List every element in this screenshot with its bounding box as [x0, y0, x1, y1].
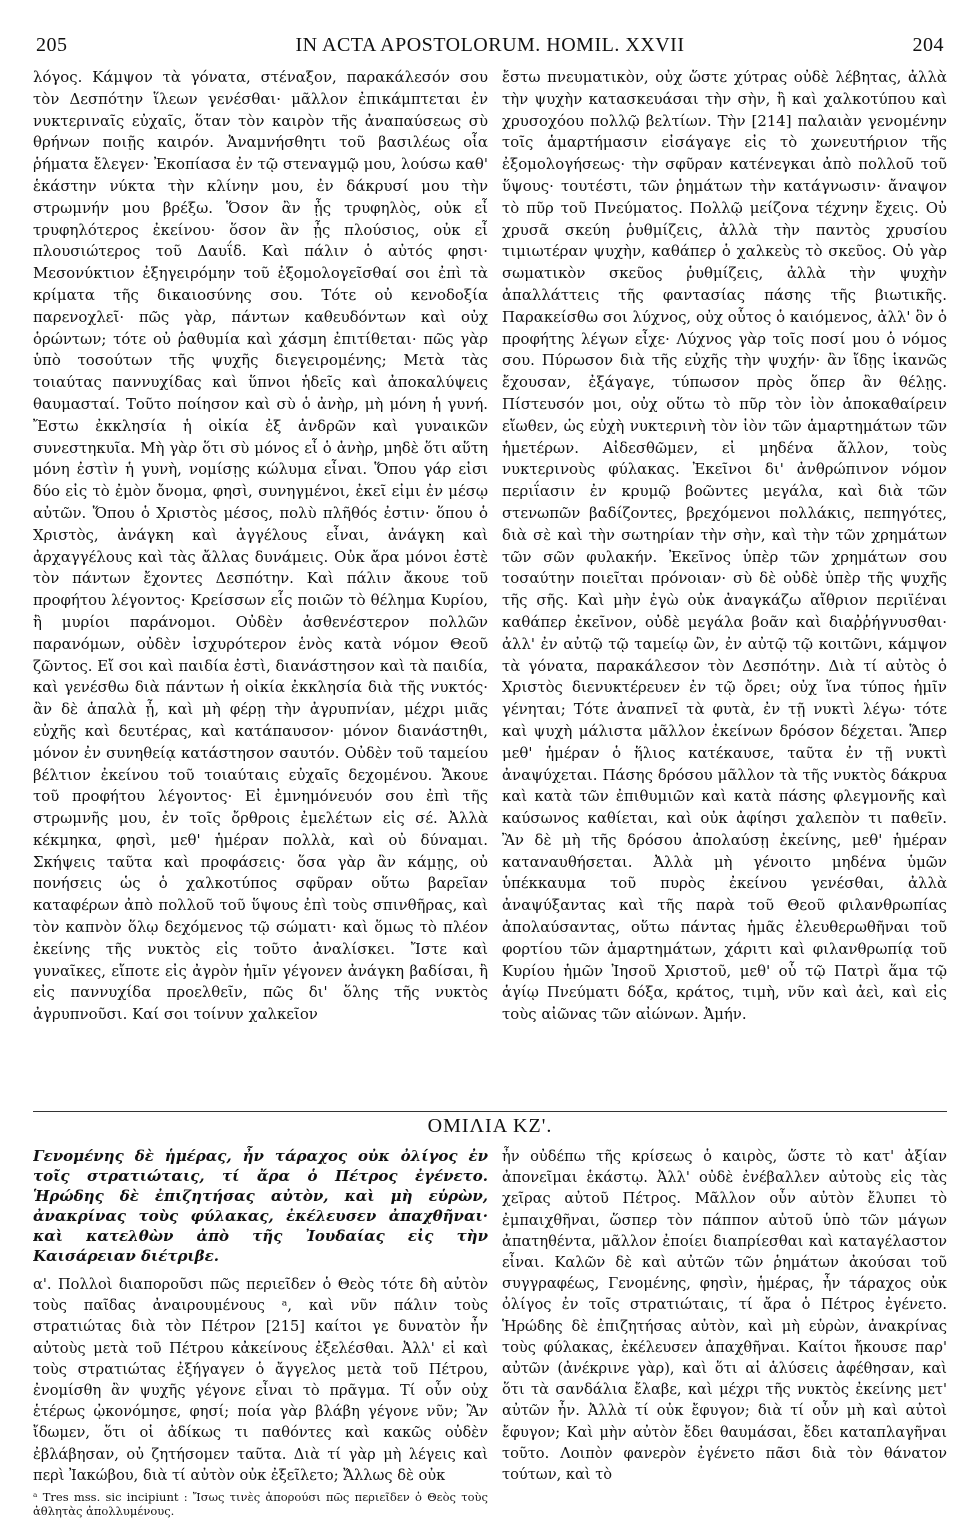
homily-right-column: [502, 1146, 947, 1526]
homily-right-text: ἦν οὐδέπω τῆς κρίσεως ὁ καιρὸς, ὥστε τὸ κατ' ἀξίαν ἀπονεῖμαι ἑκάστῳ. Ἀλλ' οὐδὲ ἐνέβαλλεν αὐτοὺς εἰς τὰς χεῖρας αὐτοῦ Πέτρος. Μᾶλλον οὖν αὐτὸν ἔλυπει τὸ ἐμπαιχθῆναι, ὥσπερ τὸν πάππον αὐτοῦ ὑπὸ τῶν μάγων ἀπατηθέντα, μᾶλλον ἐποίει διαπρίεσθαι καὶ καταγέλαστον εἶναι. Καλῶν δὲ καὶ αὐτῶν τῶν ῥημάτων ἀκούσαι τοῦ συγγραφέως, Γενομένης, φησὶν, ἡμέρας, ἦν τάραχος οὐκ ὀλίγος ἐν τοῖς στρατιώταις, τί ἄρα ὁ Πέτρος ἐγένετο. Ἡρώδης δὲ ἐπιζητήσας αὐτὸν, καὶ μὴ εὑρὼν, ἀνακρίνας τοὺς φύλακας, ἐκέλευσεν ἀπαχθῆναι. Καίτοι ἤκουσε παρ' αὐτῶν (ἀνέκρινε γὰρ), καὶ ὅτι αἱ ἁλύσεις ἀφέθησαν, καὶ ὅτι τὰ σανδάλια ἔλαβε, καὶ μέχρι τῆς νυκτὸς ἐκείνης μετ' αὐτῶν ἦν. Ἀλλὰ τί οὐκ ἔφυγον; διὰ τί οὖν μὴ καὶ αὐτοὶ ἔφυγον; Καὶ μὴν αὐτὸν ἔδει θαυμάσαι, ἔδει καταπλαγῆναι τοῦτο. Λοιπὸν φανερὸν ἐγένετο πᾶσι διὰ τὸν θάνατον τούτων, καὶ τὸ: [502, 1148, 947, 1484]
homily-title: ΟΜΙΛΙΑ ΚΖ'.: [427, 1115, 553, 1137]
homily-argument: Γενομένης δὲ ἡμέρας, ἦν τάραχος οὐκ ὀλίγος ἐν τοῖς στρατιώταις, τί ἄρα ὁ Πέτρος ἐγένετο. Ἡρώδης δὲ ἐπιζητήσας αὐτὸν, καὶ μὴ εὑρὼν, ἀνακρίνας τοὺς φύλακας, ἐκέλευσεν ἀπαχθῆναι· καὶ κατελθὼν ἀπὸ τῆς Ἰουδαίας εἰς τὴν Καισάρειαν διέτριβε.: [33, 1147, 488, 1265]
left-column-text: λόγος. Κάμψον τὰ γόνατα, στέναξον, παρακάλεσόν σου τὸν Δεσπότην ἵλεων γενέσθαι· μᾶλλον ἐπικάμπτεται ἐν νυκτεριναῖς εὐχαῖς, ὅταν τὸν καιρὸν τῆς ἀναπαύσεως σὺ θρήνων ποιῇς καιρόν. Ἀναμνήσθητι τοῦ βασιλέως οἷα ῥήματα ἔλεγεν· Ἐκοπίασα ἐν τῷ στεναγμῷ μου, λούσω καθ' ἑκάστην νύκτα τὴν κλίνην μου, ἐν δάκρυσί μου τὴν στρωμνήν μου βρέξω. Ὅσον ἂν ᾖς τρυφηλὸς, οὐκ εἶ τρυφηλότερος ἐκείνου· ὅσον ἂν ᾖς πλούσιος, οὐκ εἶ πλουσιώτερος τοῦ Δαυΐδ. Καὶ πάλιν ὁ αὐτός φησι· Μεσονύκτιον ἐξηγειρόμην τοῦ ἐξομολογεῖσθαί σοι ἐπὶ τὰ κρίματα τῆς δικαιοσύνης σου. Τότε οὐ κενοδοξία παρενοχλεῖ· πῶς γὰρ, πάντων καθευδόντων καὶ οὐχ ὁρώντων; τότε οὐ ῥαθυμία καὶ χάσμη ἐπιτίθεται· πῶς γὰρ ὑπὸ τοσούτων τῆς ψυχῆς διεγειρομένης; Μετὰ τὰς τοιαύτας παννυχίδας καὶ ὕπνοι ἡδεῖς καὶ ἀποκαλύψεις θαυμασταί. Τοῦτο ποίησον καὶ σὺ ὁ ἀνὴρ, μὴ μόνη ἡ γυνή. Ἔστω ἐκκλησία ἡ οἰκία ἐξ ἀνδρῶν καὶ γυναικῶν συνεστηκυῖα. Μὴ γὰρ ὅτι σὺ μόνος εἶ ὁ ἀνὴρ, μηδὲ ὅτι αὕτη μόνη ἐστὶν ἡ γυνὴ, νομίσῃς κώλυμα εἶναι. Ὅπου γάρ εἰσι δύο εἰς τὸ ἐμὸν ὄνομα, φησὶ, συνηγμένοι, ἐκεῖ εἰμι ἐν μέσῳ αὐτῶν. Ὅπου ὁ Χριστὸς μέσος, πολὺ πλῆθός ἐστιν· ὅπου ὁ Χριστὸς, ἀνάγκη καὶ ἀγγέλους εἶναι, ἀνάγκη καὶ ἀρχαγγέλους καὶ τὰς ἄλλας δυνάμεις. Οὐκ ἄρα μόνοι ἐστὲ τὸν πάντων ἔχοντες Δεσπότην. Καὶ πάλιν ἄκουε τοῦ προφήτου λέγοντος· Κρείσσων εἷς ποιῶν τὸ θέλημα Κυρίου, ἢ μυρίοι παράνομοι. Οὐδὲν ἀσθενέστερον πολλῶν παρανόμων, οὐδὲν ἰσχυρότερον ἑνὸς κατὰ νόμον Θεοῦ ζῶντος. Εἴ σοι καὶ παιδία ἐστὶ, διανάστησον καὶ τὰ παιδία, καὶ γενέσθω διὰ πάντων ἡ οἰκία ἐκκλησία διὰ τῆς νυκτός· ἂν δὲ ἁπαλὰ ᾖ, καὶ μὴ φέρῃ τὴν ἀγρυπνίαν, μέχρι μιᾶς εὐχῆς καὶ δευτέρας, καὶ κατάπαυσον· μόνον διανάστηθι, μόνον ἐν συνηθείᾳ κατάστησον σαυτόν. Οὐδὲν τοῦ ταμείου βέλτιον ἐκείνου τοῦ τοιαύταις εὐχαῖς δεχομένου. Ἄκουε τοῦ προφήτου λέγοντος· Εἰ ἐμνημόνευόν σου ἐπὶ τῆς στρωμνῆς μου, ἐν τοῖς ὄρθροις ἐμελέτων εἰς σέ. Ἀλλὰ κέκμηκα, φησὶ, μεθ' ἡμέραν πολλὰ, καὶ οὐ δύναμαι. Σκήψεις ταῦτα καὶ προφάσεις· ὅσα γὰρ ἂν κάμῃς, οὐ πονήσεις ὡς ὁ χαλκοτύπος σφῦραν οὕτω βαρεῖαν καταφέρων ἀπὸ πολλοῦ τοῦ ὕψους ἐπὶ τοὺς σπινθῆρας, καὶ τὸν καπνὸν ὅλῳ δεχόμενος τῷ σώματι· καὶ ὅμως τὸ πλέον ἐκείνης τῆς νυκτὸς εἰς τοῦτο ἀναλίσκει. Ἴστε καὶ γυναῖκες, εἴποτε εἰς ἀγρὸν ἡμῖν γέγονεν ἀνάγκη βαδίσαι, ἢ εἰς παννυχίδα προελθεῖν, πῶς δι' ὅλης τῆς νυκτὸς ἀγρυπνοῦσι. Καί σοι τοίνυν χαλκεῖον: [33, 68, 488, 1024]
page-number-left: 205: [36, 34, 68, 56]
running-title: IN ACTA APOSTOLORUM. HOMIL. XXVII: [295, 34, 685, 56]
footnote: ᵃ Tres mss. sic incipiunt : Ἴσως τινὲς ἀπορούσι πῶς περιεῖδεν ὁ Θεὸς τοὺς ἀθλητὰς ἀπολλυμένους.: [33, 1490, 488, 1519]
running-head: [36, 34, 944, 60]
left-column: [33, 67, 488, 1107]
section-divider: [33, 1111, 947, 1112]
homily-left-text: α'. Πολλοὶ διαποροῦσι πῶς περιεῖδεν ὁ Θεὸς τότε δὴ αὐτὸν τοὺς παῖδας ἀναιρουμένους ᵃ, καὶ νῦν πάλιν τοὺς στρατιώτας διὰ τὸν Πέτρον [215] καίτοι γε δυνατὸν ἦν αὐτοὺς μετὰ τοῦ Πέτρου κἀκείνους ἐξελέσθαι. Ἀλλ' εἰ καὶ τοὺς στρατιώτας ἐξήγαγεν ὁ ἄγγελος μετὰ τοῦ Πέτρου, ἐνομίσθη ἂν ψυχῆς γέγονε εἶναι τὸ πρᾶγμα. Τί οὖν οὐχ ἑτέρως ᾠκονόμησε, φησί; ποία γὰρ βλάβη γέγονε νῦν; Ἂν ἴδωμεν, ὅτι οἱ ἀδίκως τι παθόντες καὶ κακῶς οὐδὲν ἐβλάβησαν, οὐ ζητήσομεν ταῦτα. Διὰ τί γὰρ μὴ λέγεις καὶ περὶ Ἰακώβου, διὰ τί αὐτὸν οὐκ ἐξεῖλετο; Ἄλλως δὲ οὐκ: [33, 1276, 488, 1484]
right-column-text: ἔστω πνευματικὸν, οὐχ ὥστε χύτρας οὐδὲ λέβητας, ἀλλὰ τὴν ψυχὴν κατασκευάσαι τὴν σὴν, ἢ καὶ χαλκοτύπου καὶ χρυσοχόου πολλῷ βελτίων. Τὴν [214] παλαιὰν γενομένην τοῖς ἁμαρτήμασιν εἰσάγαγε εἰς τὸ χωνευτήριον τῆς ἐξομολογήσεως· τὴν σφῦραν κατένεγκαι ἀπὸ πολλοῦ τοῦ ὕψους· τουτέστι, τῶν ῥημάτων τὴν κατάγνωσιν· ἄναψον τὸ πῦρ τοῦ Πνεύματος. Πολλῷ μείζονα τέχνην ἔχεις. Οὐ χρυσᾶ σκεύη ῥυθμίζεις, ἀλλὰ τὴν παντὸς χρυσίου τιμιωτέραν ψυχὴν, καθάπερ ὁ χαλκεὺς τὸ σκεῦος. Οὐ γὰρ σωματικὸν σκεῦος ῥυθμίζεις, ἀλλὰ τὴν ψυχὴν ἀπαλλάττεις τῆς φαντασίας πάσης τῆς βιωτικῆς. Παρακείσθω σοι λύχνος, οὐχ οὗτος ὁ καιόμενος, ἀλλ' ὃν ὁ προφήτης λέγων εἶχε· Λύχνος γὰρ τοῖς ποσί μου ὁ νόμος σου. Πύρωσον διὰ τῆς εὐχῆς τὴν ψυχήν· ἂν ἴδῃς ἱκανῶς ἔχουσαν, ἐξάγαγε, τύπωσον πρὸς ὅπερ ἂν θέλῃς. Πίστευσόν μοι, οὐχ οὕτω τὸ πῦρ τὸν ἰὸν ἀποκαθαίρειν εἴωθεν, ὡς εὐχὴ νυκτερινὴ τὸν ἰὸν τῶν ἁμαρτημάτων τῶν ἡμετέρων. Αἰδεσθῶμεν, εἰ μηδένα ἄλλον, τοὺς νυκτερινοὺς φύλακας. Ἐκεῖνοι δι' ἀνθρώπινον νόμον περιΐασιν ἐν κρυμῷ βοῶντες μεγάλα, καὶ διὰ τῶν στενωπῶν βαδίζοντες, βρεχόμενοι πολλάκις, πεπηγότες, διὰ σὲ καὶ τὴν σωτηρίαν τὴν σὴν, καὶ τὴν τῶν χρημάτων τῶν σῶν φυλακήν. Ἐκεῖνος ὑπὲρ τῶν χρημάτων σου τοσαύτην ποιεῖται πρόνοιαν· σὺ δὲ οὐδὲ ὑπὲρ τῆς ψυχῆς τῆς σῆς. Καὶ μὴν ἐγὼ οὐκ ἀναγκάζω αἴθριον περιϊέναι καθάπερ ἐκεῖνον, οὐδὲ μεγάλα βοᾶν καὶ διαῤῥήγνυσθαι· ἀλλ' ἐν αὐτῷ τῷ ταμείῳ ὢν, ἐν αὐτῷ τῷ κοιτῶνι, κάμψον τὰ γόνατα, παρακάλεσον τὸν Δεσπότην. Διὰ τί αὐτὸς ὁ Χριστὸς διενυκτέρευεν ἐν τῷ ὄρει; οὐχ ἵνα τύπος ἡμῖν γένηται; Τότε ἀναπνεῖ τὰ φυτὰ, ἐν τῇ νυκτὶ λέγω· τότε καὶ ψυχὴ μάλιστα μᾶλλον ἐκείνων δρόσον δέχεται. Ἅπερ μεθ' ἡμέραν ὁ ἥλιος κατέκαυσε, ταῦτα ἐν τῇ νυκτὶ ἀναψύχεται. Πάσης δρόσου μᾶλλον τὰ τῆς νυκτὸς δάκρυα καὶ κατὰ τῶν ἐπιθυμιῶν καὶ κατὰ πάσης φλεγμονῆς καὶ καύσωνος καθίεται, καὶ οὐκ ἀφίησι χαλεπὸν τι παθεῖν. Ἂν δὲ μὴ τῆς δρόσου ἀπολαύσῃ ἐκείνης, μεθ' ἡμέραν καταναυθήσεται. Ἀλλὰ μὴ γένοιτο μηδένα ὑμῶν ὑπέκκαυμα τοῦ πυρὸς ἐκείνου γενέσθαι, ἀλλὰ ἀναψύξαντας καὶ τῆς παρὰ τοῦ Θεοῦ φιλανθρωπίας ἀπολαύσαντας, οὕτω πάντας ἡμᾶς ἐλευθερωθῆναι τοῦ φορτίου τῶν ἁμαρτημάτων, χάριτι καὶ φιλανθρωπίᾳ τοῦ Κυρίου ἡμῶν Ἰησοῦ Χριστοῦ, μεθ' οὗ τῷ Πατρὶ ἅμα τῷ ἁγίῳ Πνεύματι δόξα, κράτος, τιμὴ, νῦν καὶ ἀεὶ, καὶ εἰς τοὺς αἰῶνας τῶν αἰώνων. Ἀμήν.: [502, 68, 947, 1024]
right-column: [502, 67, 947, 1107]
homily-left-column: [33, 1146, 488, 1526]
page-number-right: 204: [912, 34, 944, 56]
